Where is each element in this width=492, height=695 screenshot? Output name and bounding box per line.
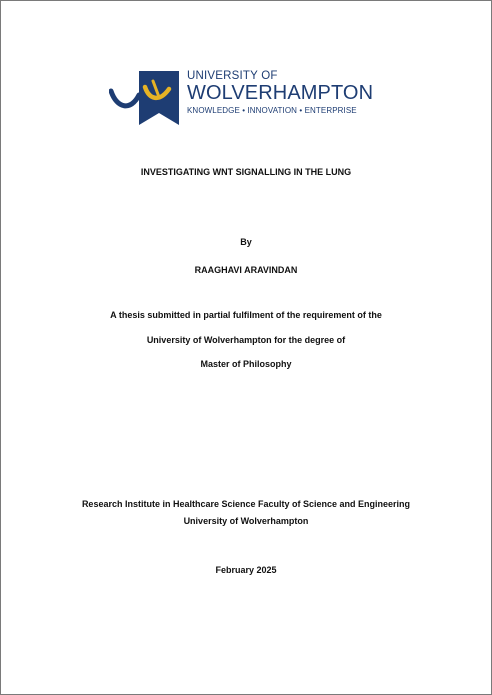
by-label: By — [240, 237, 252, 247]
logo-line-motto: KNOWLEDGE • INNOVATION • ENTERPRISE — [187, 106, 357, 115]
thesis-statement-line-1: A thesis submitted in partial fulfilment of the requirement of the — [110, 310, 382, 320]
university-logo-text — [187, 70, 379, 126]
thesis-statement-line-2: University of Wolverhampton for the degree of — [146, 335, 346, 345]
logo-line-wolverhampton: WOLVERHAMPTON — [187, 82, 374, 104]
thesis-title: INVESTIGATING WNT SIGNALLING IN THE LUNG — [140, 167, 352, 177]
thesis-statement-line-3: Master of Philosophy — [200, 359, 292, 369]
submission-date: February 2025 — [215, 565, 277, 575]
university-logo — [109, 69, 379, 127]
university-crest-icon — [109, 69, 181, 127]
author-name: RAAGHAVI ARAVINDAN — [194, 265, 298, 275]
logo-line-university-of: UNIVERSITY OF — [187, 70, 278, 82]
institution-line-1: Research Institute in Healthcare Science Faculty of Science and Engineering — [81, 499, 411, 509]
institution-line-2: University of Wolverhampton — [183, 516, 309, 526]
